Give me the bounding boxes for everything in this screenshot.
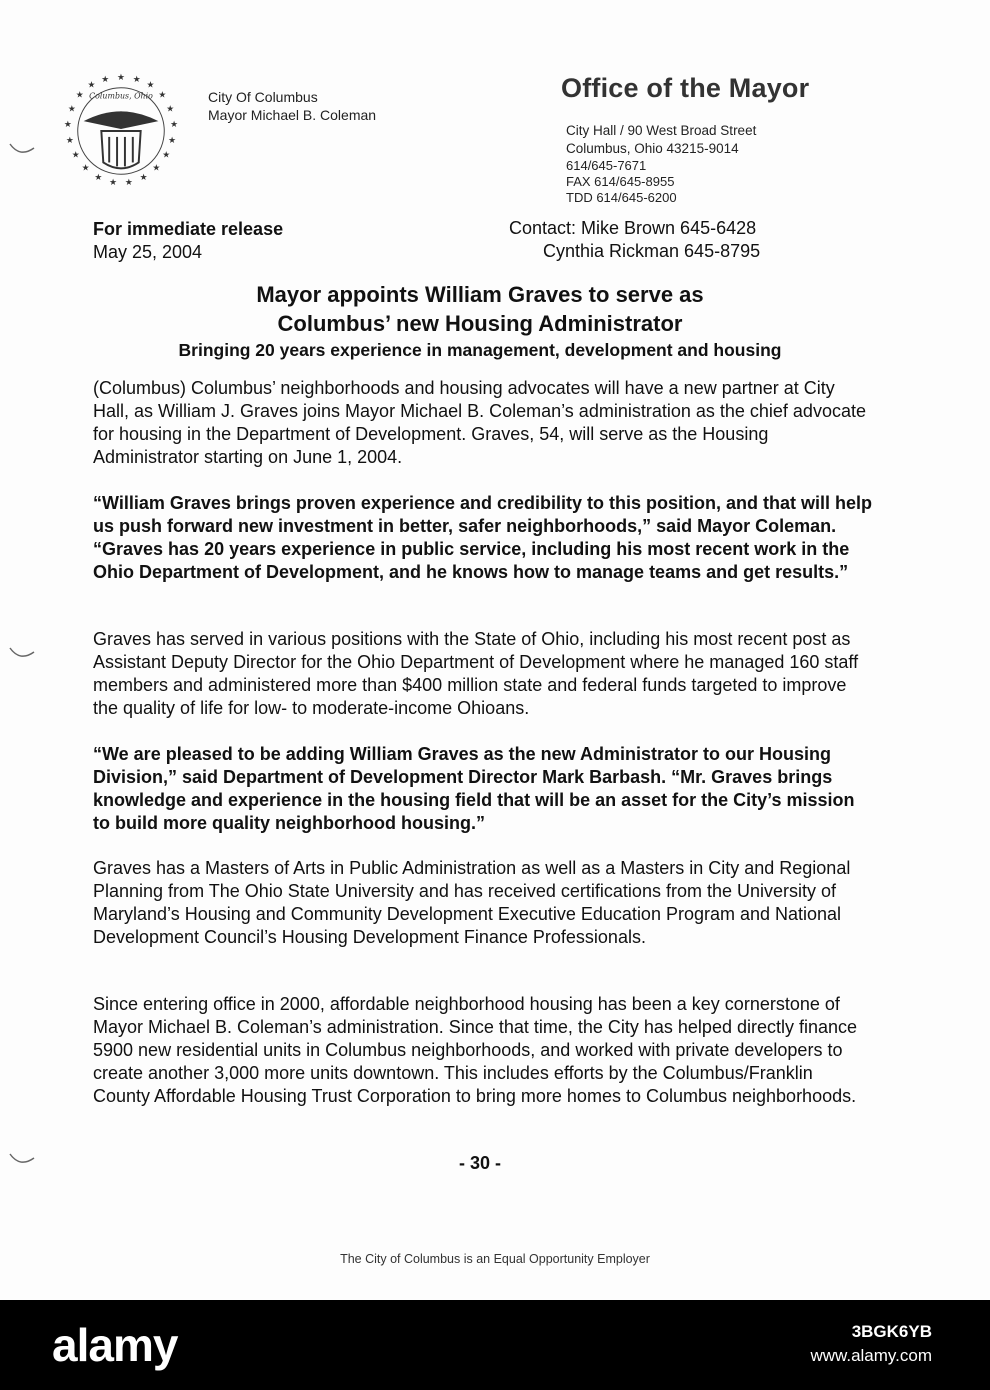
alamy-logo: alamy — [52, 1319, 178, 1371]
svg-text:★: ★ — [162, 150, 171, 161]
contact-line2: Cynthia Rickman 645-8795 — [543, 241, 761, 261]
svg-text:★: ★ — [109, 178, 118, 189]
city-name: City Of Columbus — [208, 89, 318, 105]
headline — [93, 280, 867, 338]
svg-text:★: ★ — [81, 163, 90, 174]
release-label: For immediate release — [93, 219, 284, 239]
svg-text:★: ★ — [117, 72, 125, 83]
address-line2: Columbus, Ohio 43215-9014 — [566, 141, 739, 156]
image-code: 3BGK6YB — [851, 1322, 932, 1341]
city-seal-icon — [62, 72, 180, 190]
seal-text: Columbus, Ohio — [89, 91, 153, 101]
binder-hole-mark — [6, 642, 36, 664]
svg-text:★: ★ — [152, 163, 161, 174]
svg-text:★: ★ — [63, 120, 72, 131]
quote-director: “We are pleased to be adding William Graves as the new Administrator to our Housing Division,” said Department of Development Director Mark Barbash. “Mr. Graves brings knowledge and experience in the housing field that will be an asset for the City’s mission to build more quality neighborhood housing.” — [93, 744, 855, 833]
svg-text:★: ★ — [168, 135, 177, 146]
tdd-number: TDD 614/645-6200 — [566, 190, 677, 205]
subheadline: Bringing 20 years experience in management, development and housing — [178, 340, 782, 360]
svg-text:★: ★ — [158, 90, 167, 101]
svg-text:★: ★ — [94, 173, 103, 184]
svg-text:★: ★ — [132, 74, 141, 85]
headline-line1: Mayor appoints William Graves to serve as — [256, 282, 704, 307]
headline-line2: Columbus’ new Housing Administrator — [277, 311, 683, 336]
city-block — [208, 88, 376, 124]
svg-text:★: ★ — [71, 150, 80, 161]
svg-text:★: ★ — [139, 173, 148, 184]
paragraph-education: Graves has a Masters of Arts in Public Administration as well as a Masters in City and Regional Planning from The Ohio State University and has received certifications from the University of Maryland’s Housing and Community Development Executive Education Program and National Development Council’s Housing Development Finance Professionals. — [93, 858, 851, 947]
svg-text:★: ★ — [170, 120, 179, 131]
contact-block — [509, 217, 760, 263]
footer-text: The City of Columbus is an Equal Opportunity Employer — [340, 1252, 650, 1266]
address-line1: City Hall / 90 West Broad Street — [566, 123, 757, 138]
quote-mayor: “William Graves brings proven experience and credibility to this position, and that will help us push forward new investment in better, safer neighborhoods,” said Mayor Coleman. “Graves has 20 years experience in public service, including his most recent work in the Ohio Department of Development, and he knows how to manage teams and get results.” — [93, 493, 872, 582]
release-date: May 25, 2004 — [93, 242, 203, 262]
contact-line1: Contact: Mike Brown 645-6428 — [509, 218, 757, 238]
office-title: Office of the Mayor — [561, 73, 810, 103]
svg-text:★: ★ — [166, 104, 175, 115]
release-block — [93, 218, 283, 264]
binder-hole-mark — [6, 1148, 36, 1170]
svg-text:★: ★ — [67, 104, 76, 115]
paragraph-housing: Since entering office in 2000, affordable neighborhood housing has been a key cornerstone of Mayor Michael B. Coleman’s administration. Since that time, the City has helped directly finance 5900 new residential units in Columbus neighborhoods, and worked with private developers to create another 3,000 more units downtown. This includes efforts by the Columbus/Franklin County Affordable Housing Trust Corporation to bring more homes to Columbus neighborhoods. — [93, 994, 858, 1106]
svg-text:★: ★ — [75, 90, 84, 101]
office-address — [566, 122, 756, 206]
watermark-url: www.alamy.com — [810, 1346, 932, 1365]
paragraph-background: Graves has served in various positions with the State of Ohio, including his most recent post as Assistant Deputy Director for the Ohio Department of Development where he managed 160 staff members and administered more than $400 million state and federal funds targeted to improve the quality of life for low- to moderate-income Ohioans. — [93, 629, 859, 718]
svg-text:★: ★ — [124, 178, 133, 189]
svg-text:★: ★ — [101, 74, 110, 85]
mayor-name: Mayor Michael B. Coleman — [208, 107, 377, 123]
phone-number: 614/645-7671 — [566, 158, 647, 173]
svg-text:★: ★ — [146, 80, 155, 91]
page-number: - 30 - — [458, 1153, 501, 1173]
binder-hole-mark — [6, 138, 36, 160]
paragraph-intro: (Columbus) Columbus’ neighborhoods and housing advocates will have a new partner at City Hall, as William J. Graves joins Mayor Michael B. Coleman’s administration as the chief advocate for housing in the Department of Development. Graves, 54, will serve as the Housing Administrator starting on June 1, 2004. — [93, 378, 866, 467]
svg-text:★: ★ — [65, 135, 74, 146]
svg-text:★: ★ — [87, 80, 96, 91]
fax-number: FAX 614/645-8955 — [566, 174, 675, 189]
